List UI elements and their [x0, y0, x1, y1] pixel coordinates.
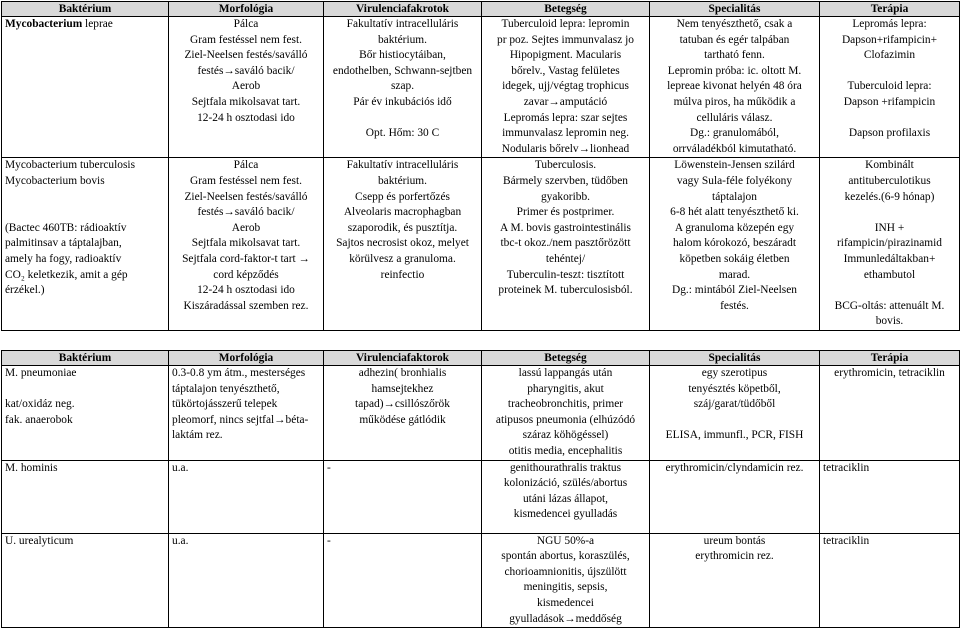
table-row-pneumoniae	[2, 366, 960, 461]
cell-virulence: adhezin( bronhialis hamsejtekhez tapad)→csillószőrök működése gátlódik	[324, 366, 482, 461]
cell-bacterium: U. urealyticum	[2, 533, 169, 628]
cell-therapy: tetraciklin	[820, 533, 960, 628]
header-therapy: Terápia	[820, 351, 960, 366]
header-speciality: Specialitás	[650, 2, 820, 17]
cell-therapy: erythromicin, tetraciklin	[820, 366, 960, 461]
cell-disease: lassú lappangás után pharyngitis, akut tracheobronchitis, primer atipusos pneumonia (elhúzódó száraz köhögéssel) otitis media, encephalitis	[482, 366, 650, 461]
table2-header-row	[2, 351, 960, 366]
cell-therapy: Lepromás lepra: Dapson+rifampicin+ Clofazimin Tuberculoid lepra: Dapson +rifampicin Dapson profilaxis	[820, 17, 960, 158]
header-morphology: Morfológia	[169, 351, 324, 366]
cell-therapy: tetraciklin	[820, 460, 960, 533]
header-bacterium: Baktérium	[2, 351, 169, 366]
cell-morphology: u.a.	[169, 460, 324, 533]
header-bacterium: Baktérium	[2, 2, 169, 17]
mycoplasma-table	[1, 350, 960, 628]
cell-virulence: -	[324, 460, 482, 533]
cell-virulence: Fakultatív intracelluláris baktérium. Csepp és porfertőzés Alveolaris macrophagban szaporodik, és pusztítja. Sajtos necrosist okoz, melyet körülvesz a granuloma. reinfectio	[324, 158, 482, 331]
cell-speciality: egy szerotipus tenyésztés köpetből, száj/garat/tüdőből ELISA, immunfl., PCR, FISH	[650, 366, 820, 461]
cell-disease: NGU 50%-a spontán abortus, koraszülés, chorioamnionitis, újszülött meningitis, sepsis, kismedencei gyulladások→meddőség	[482, 533, 650, 628]
species-name: leprae	[85, 18, 113, 30]
cell-bacterium: M. hominis	[2, 460, 169, 533]
cell-virulence: Fakultatív intracelluláris baktérium. Bőr histiocytáiban, endothelben, Schwann-sejtben szap. Pár év inkubációs idő Opt. Hőm: 30 C	[324, 17, 482, 158]
header-morphology: Morfológia	[169, 2, 324, 17]
genus-name: Mycobacterium	[5, 18, 83, 30]
header-therapy: Terápia	[820, 2, 960, 17]
cell-bacterium	[2, 17, 169, 158]
cell-morphology: 0.3-0.8 ym átm., mesterséges táptalajon tenyészthető, tükörtojásszerű telepek pleomorf, nincs sejtfal→béta- laktám rez.	[169, 366, 324, 461]
table-row-urealyticum	[2, 533, 960, 628]
table-row-leprae	[2, 17, 960, 158]
cell-disease: Tuberculosis. Bármely szervben, tüdőben gyakoribb. Primer és postprimer. A M. bovis gastrointestinális tbc-t okoz./nem pasztőrözött tehéntej/ Tuberculin-teszt: tisztított proteinek M. tuberculosisból.	[482, 158, 650, 331]
cell-disease: genithourathralis traktus kolonizáció, szülés/abortus utáni lázas állapot, kismedencei gyulladás	[482, 460, 650, 533]
header-virulence: Virulenciafaktorok	[324, 351, 482, 366]
table1-header-row	[2, 2, 960, 17]
header-virulence: Virulenciafakrotok	[324, 2, 482, 17]
cell-disease: Tuberculoid lepra: lepromin pr poz. Sejtes immunvalasz jo Hipopigment. Macularis bőrelv., Vastag felületes idegek, ujj/végtag trophicus zavar→amputáció Lepromás lepra: szar sejtes immunvalasz lepromin neg. Nodularis bőrelv→lionhead	[482, 17, 650, 158]
cell-speciality: Löwenstein-Jensen szilárd vagy Sula-féle folyékony táptalajon 6-8 hét alatt tenyészthető ki. A granuloma közepén egy halom kórokozó, beszáradt köpetben sokáig életben marad. Dg.: mintából Ziel-Neelsen festés.	[650, 158, 820, 331]
cell-bacterium: Mycobacterium tuberculosis Mycobacterium bovis (Bactec 460TB: rádioaktív palmitinsav a táptalajban, amely ha fogy, radioaktív CO₂ keletkezik, amit a gép érzékel.)	[2, 158, 169, 331]
cell-virulence: -	[324, 533, 482, 628]
header-speciality: Specialitás	[650, 351, 820, 366]
cell-morphology: u.a.	[169, 533, 324, 628]
table-row-tuberculosis	[2, 158, 960, 331]
cell-morphology: Pálca Gram festéssel nem fest. Ziel-Neelsen festés/saválló festés→saváló bacik/ Aerob Sejtfala mikolsavat tart. Sejtfala cord-faktor-t tart → cord képződés 12-24 h osztodasi ido Kiszáradással szemben rez.	[169, 158, 324, 331]
mycobacterium-table	[1, 1, 960, 331]
header-disease: Betegség	[482, 2, 650, 17]
cell-speciality: ureum bontás erythromicin rez.	[650, 533, 820, 628]
cell-speciality: erythromicin/clyndamicin rez.	[650, 460, 820, 533]
table-row-hominis	[2, 460, 960, 533]
cell-morphology: Pálca Gram festéssel nem fest. Ziel-Neelsen festés/saválló festés→saváló bacik/ Aerob Sejtfala mikolsavat tart. 12-24 h osztodasi ido	[169, 17, 324, 158]
cell-therapy: Kombinált antituberculotikus kezelés.(6-9 hónap) INH + rifampicin/pirazinamid Immunledáltakban+ ethambutol BCG-oltás: attenuált M. bovis.	[820, 158, 960, 331]
cell-speciality: Nem tenyészthető, csak a tatuban és egér talpában tartható fenn. Lepromin próba: ic. oltott M. lepreae kivonat helyén 48 óra múlva piros, ha működik a celluláris válasz. Dg.: granulomából, orrváladékból kimutatható.	[650, 17, 820, 158]
cell-bacterium: M. pneumoniae kat/oxidáz neg. fak. anaerobok	[2, 366, 169, 461]
header-disease: Betegség	[482, 351, 650, 366]
